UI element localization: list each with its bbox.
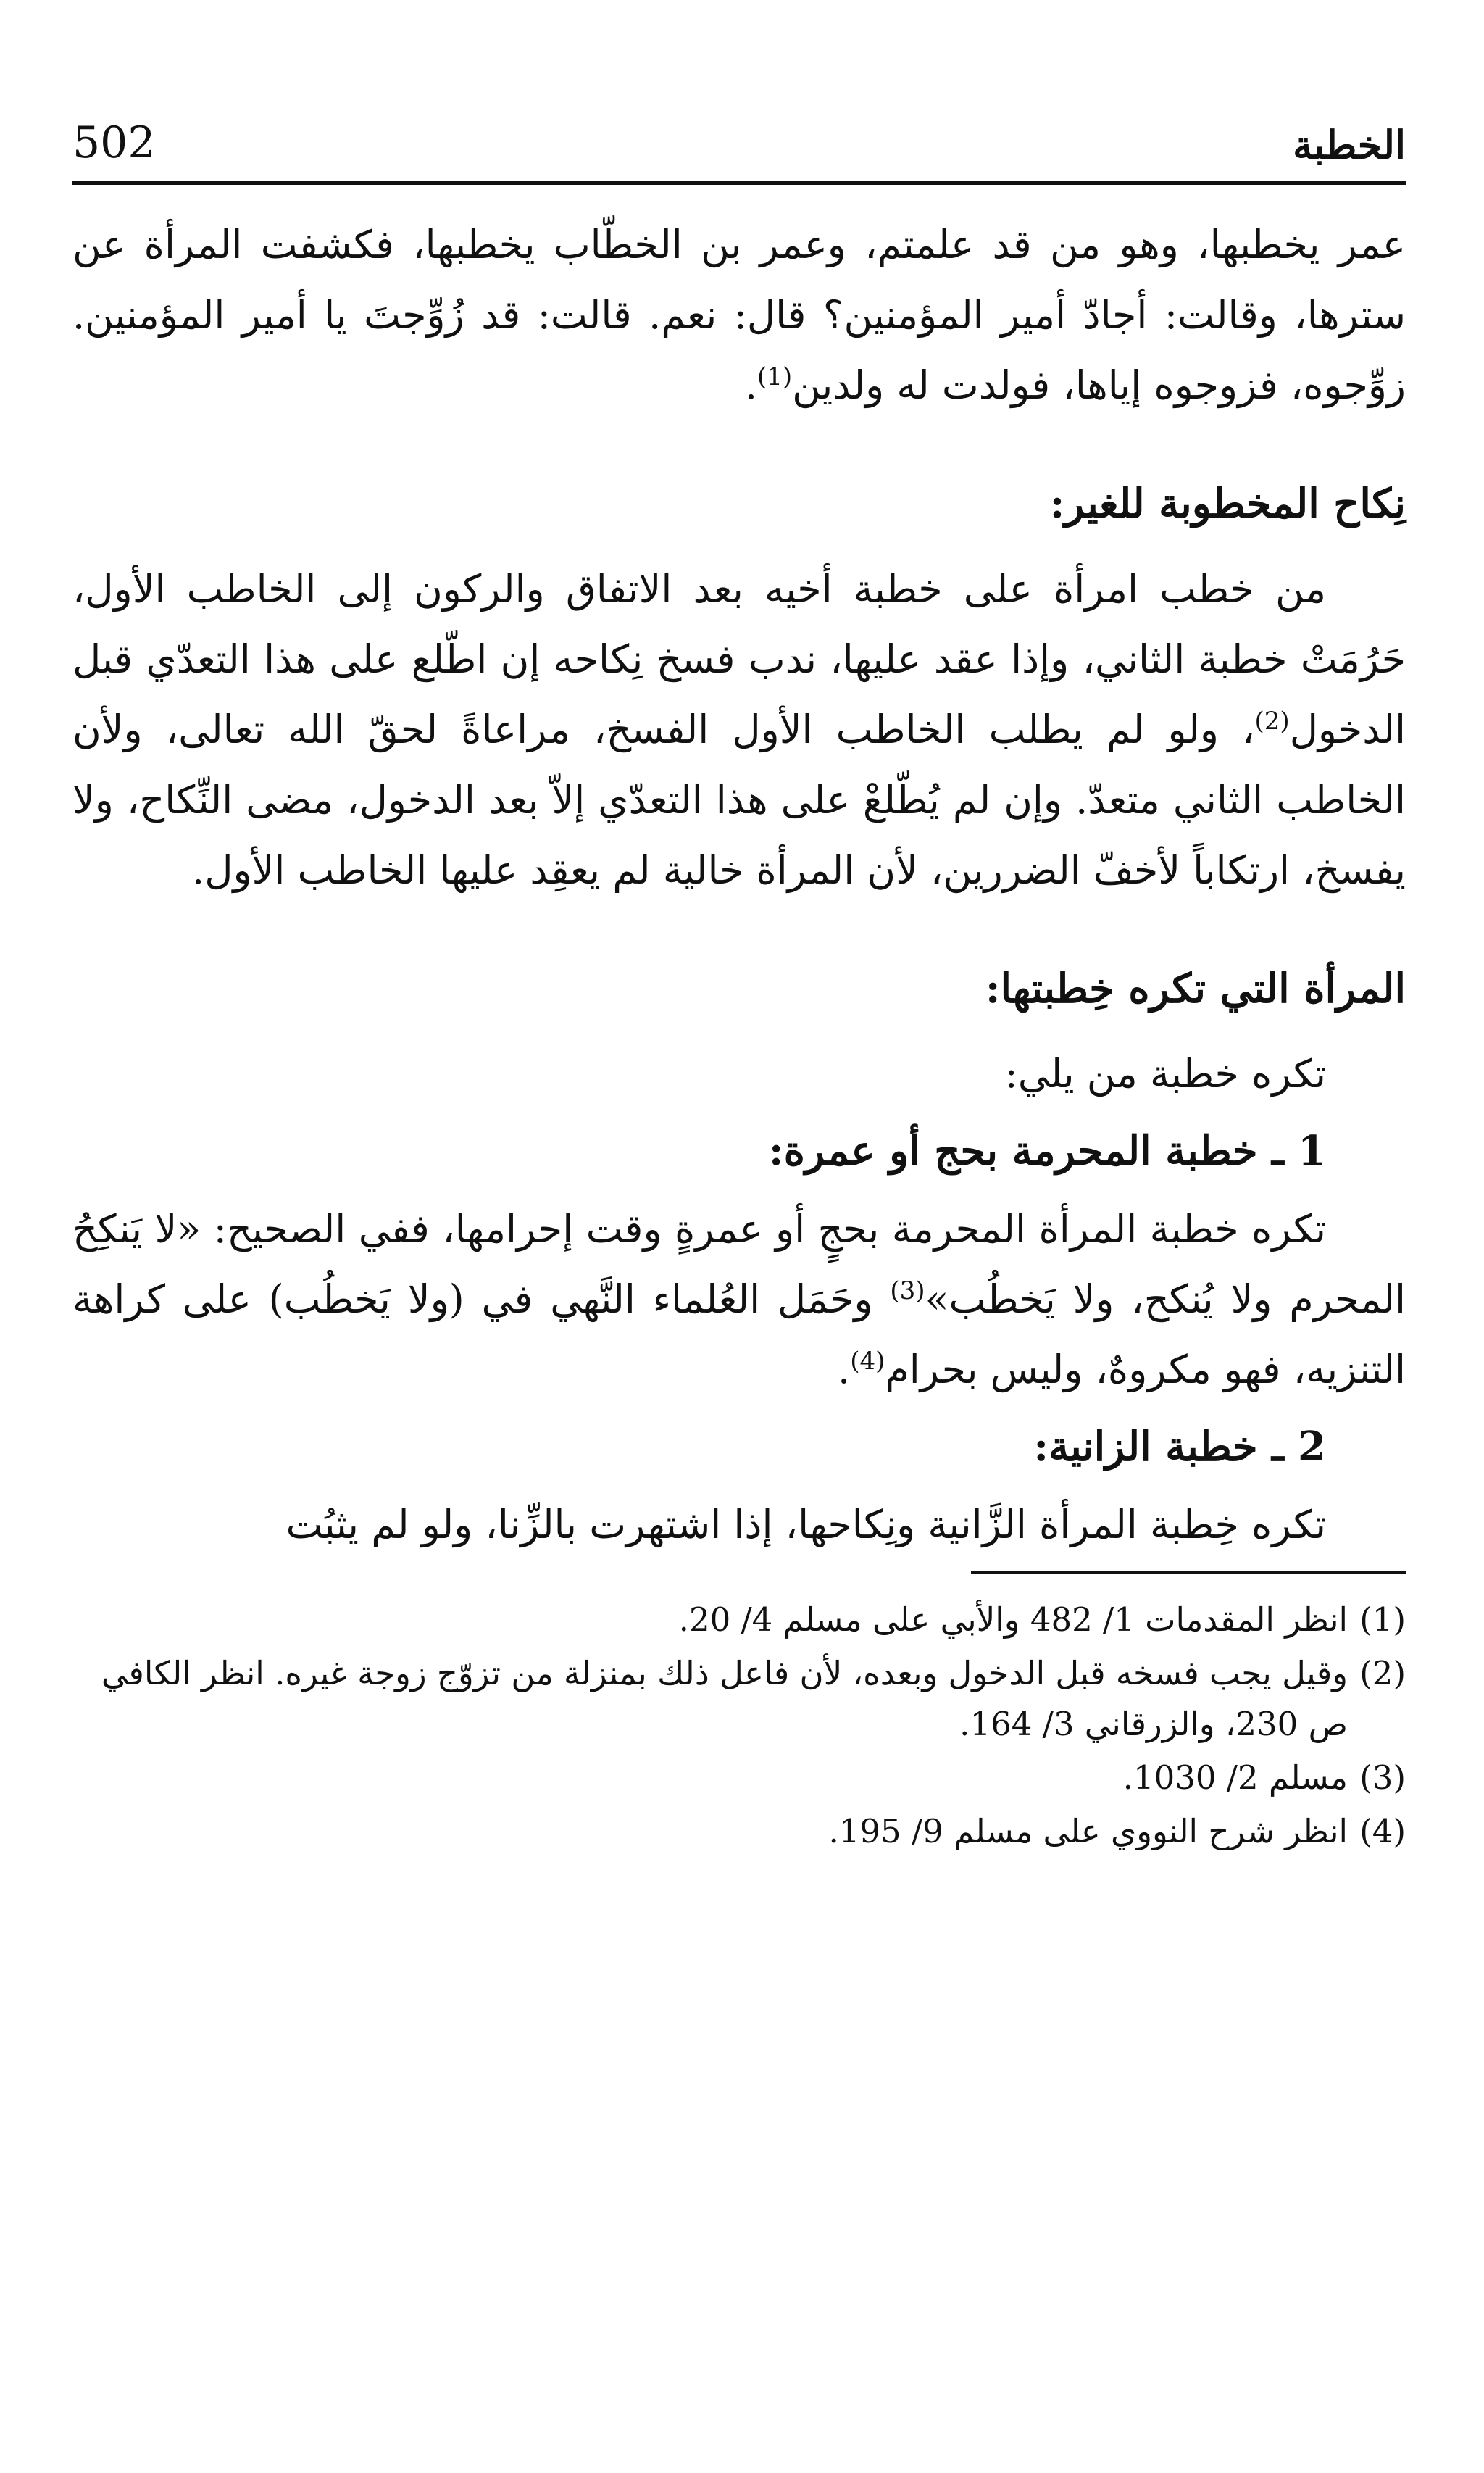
footnote-4: [72, 1806, 1406, 1857]
paragraph-end-mark: .: [838, 1347, 851, 1392]
paragraph-text: عمر يخطبها، وهو من قد علمتم، وعمر بن الخطّاب يخطبها، فكشفت المرأة عن سترها، وقالت: أجادّ أمير المؤمنين؟ قال: نعم. قالت: قد زُوِّجتَ يا أمير المؤمنين. زوِّجوه، فزوجوه إياها، فولدت له ولدين: [72, 222, 1406, 408]
main-text: [72, 209, 1406, 1560]
footnote-text: وقيل يجب فسخه قبل الدخول وبعده، لأن فاعل ذلك بمنزلة من تزوّج زوجة غيره. انظر الكافي ص 230، والزرقاني 3/ 164.: [101, 1654, 1348, 1743]
paragraph-text: من خطب امرأة على خطبة أخيه بعد الاتفاق والركون إلى الخاطب الأول، حَرُمَتْ خطبة الثاني، وإذا عقد عليها، ندب فسخ نِكاحه إن اطّلع على هذا التعدّي قبل الدخول: [72, 566, 1406, 752]
footnote-ref-2: (2): [1254, 707, 1290, 736]
footnote-divider: [971, 1571, 1406, 1574]
footnote-3: [72, 1753, 1406, 1803]
paragraph-text: وحَمَل العُلماء النَّهي في (ولا يَخطُب) على كراهة التنزيه، فهو مكروهٌ، وليس بحرام: [72, 1276, 1406, 1392]
running-header: [72, 109, 1406, 185]
paragraph-text: ، ولو لم يطلب الخاطب الأول الفسخ، مراعاةً لحقّ الله تعالى، ولأن الخاطب الثاني متعدّ. وإن لم يُطّلعْ على هذا التعدّي إلاّ بعد الدخول، مضى النِّكاح، ولا يفسخ، ارتكاباً لأخفّ الضررين، لأن المرأة خالية لم يعقِد عليها الخاطب الأول.: [72, 707, 1406, 893]
footnote-number: (4): [1359, 1812, 1406, 1850]
intro-line: تكره خطبة من يلي:: [1004, 1051, 1326, 1097]
subheading-muhrima: 1 ـ خطبة المحرمة بحج أو عمرة:: [768, 1127, 1326, 1175]
paragraph-continuation: [72, 209, 1406, 420]
paragraph-zania: تكره خِطبة المرأة الزَّانية ونِكاحها، إذا اشتهرت بالزِّنا، ولو لم يثبُت: [285, 1502, 1326, 1547]
book-page: [72, 109, 1406, 2392]
footnote-ref-3: (3): [890, 1276, 925, 1305]
footnote-number: (3): [1359, 1758, 1406, 1797]
footnote-number: (1): [1359, 1600, 1406, 1639]
page-number: 502: [72, 117, 156, 168]
footnote-number: (2): [1359, 1654, 1406, 1692]
paragraph-end-mark: .: [744, 362, 757, 408]
footnote-ref-1: (1): [756, 362, 793, 391]
subheading-zania: 2 ـ خطبة الزانية:: [1033, 1423, 1326, 1471]
section-heading-nikah: نِكاح المخطوبة للغير:: [1049, 480, 1406, 528]
footnote-ref-4: (4): [850, 1347, 885, 1376]
footnote-text: انظر شرح النووي على مسلم 9/ 195.: [828, 1812, 1348, 1850]
footnote-text: مسلم 2/ 1030.: [1122, 1758, 1348, 1797]
section-heading-disliked-proposal: المرأة التي تكره خِطبتها:: [985, 965, 1406, 1013]
paragraph-nikah: [72, 554, 1406, 905]
running-title: الخطبة: [1293, 122, 1406, 168]
footnotes: [72, 1595, 1406, 1857]
footnote-text: انظر المقدمات 1/ 482 والأبي على مسلم 4/ 20.: [678, 1600, 1348, 1639]
footnote-1: [72, 1595, 1406, 1645]
footnote-2: [72, 1648, 1406, 1750]
paragraph-text: تكره خطبة المرأة المحرمة بحجٍ أو عمرةٍ وقت إحرامها، ففي الصحيح: «لا يَنكِحُ المحرم ولا يُنكح، ولا يَخطُب»: [72, 1206, 1406, 1322]
paragraph-muhrima: [72, 1194, 1406, 1405]
